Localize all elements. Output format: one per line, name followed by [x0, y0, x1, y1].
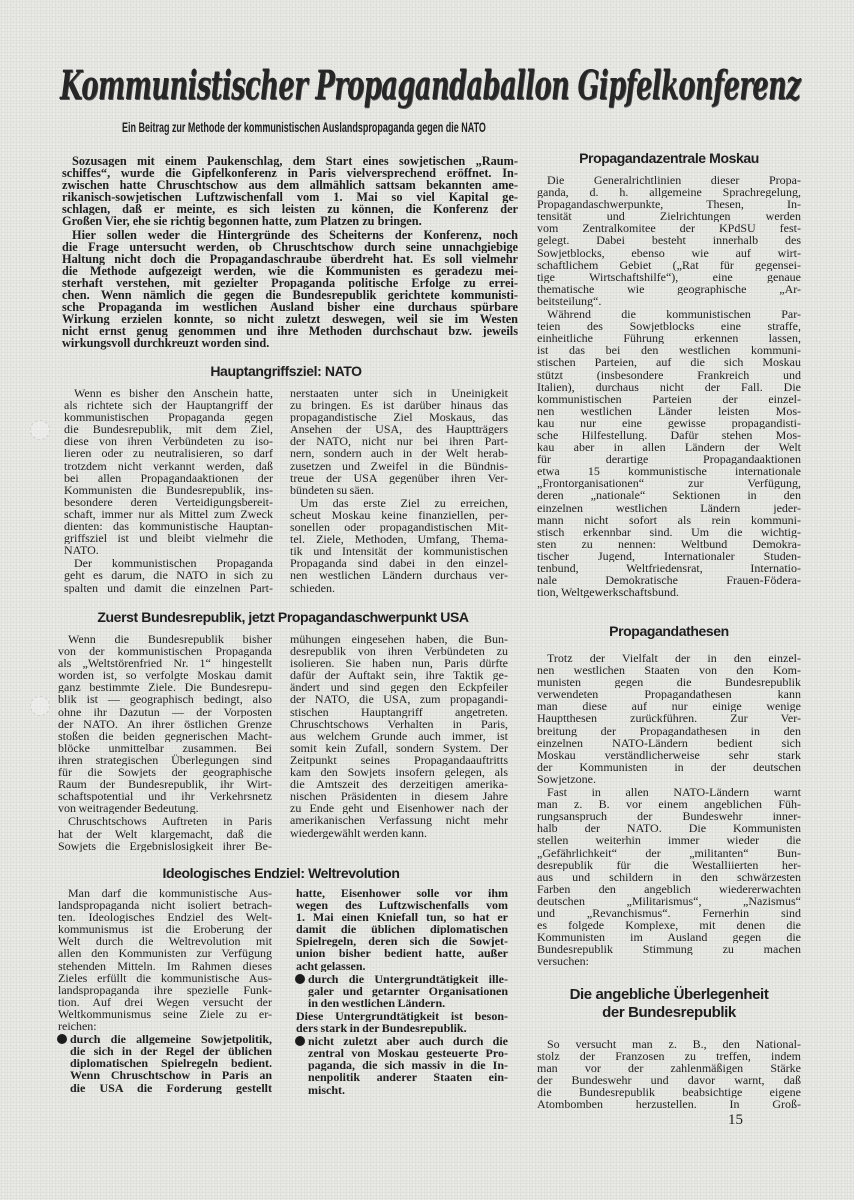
text-line: desrepublik von ihren Verbündeten zu — [290, 645, 508, 658]
paragraph — [537, 308, 801, 598]
text-line: durch die Untergrundtätigkeit ille- — [308, 972, 508, 985]
text-line: die sich in der Regel der üblichen — [70, 1045, 272, 1058]
text-line: Chruschtschows Auftreten in Paris — [68, 815, 272, 828]
text-line: union bisher bedient hatte, außer — [296, 947, 508, 960]
text-line: es folgede Komplexe, mit denen die — [537, 919, 801, 932]
text-line: Italien), durchaus nicht der Fall. Die — [537, 380, 801, 393]
section-heading-propagandathesen: Propagandathesen — [609, 623, 729, 639]
text-line: einheitliche Führung erkennen lassen, — [537, 332, 801, 345]
text-line: propagandistische Ziel Moskaus, das — [290, 411, 508, 424]
text-line: mann nicht sofort als rein kommuni- — [537, 513, 801, 526]
text-line: nenpolitik anderer Staaten ein- — [308, 1071, 508, 1084]
text-line: griffsziel ist und bleibt vielmehr die — [64, 532, 273, 545]
text-line: somit kein Zufall, sondern System. Der — [290, 741, 508, 754]
heading-line: der Bundesrepublik — [602, 1004, 736, 1021]
text-line: sten zu nennen: Weltbund Demokra- — [537, 537, 801, 550]
text-line: als „Weltstörenfried Nr. 1“ hingestellt — [58, 657, 272, 670]
text-line: stellen weiterhin immer wieder die — [537, 834, 801, 847]
text-line: zwischen hatte Chruschtschow aus dem allmählich sattsam bekannten ame- — [62, 179, 518, 192]
text-line: schieden. — [290, 581, 335, 594]
paragraph — [296, 887, 508, 972]
text-line: teien des Sowjetblocks eine straffe, — [537, 320, 801, 333]
text-line: die Amtszeit des derzeitigen amerika- — [290, 778, 508, 791]
text-line: kommunistischen Propaganda gegen — [64, 411, 273, 424]
text-line: vom Zentralkomitee der KPdSU fest- — [537, 222, 801, 235]
text-line: deutschen „Militarismus“, „Nazismus“ — [537, 894, 801, 907]
text-line: Hauptthesen zurückführen. Zur Ver- — [537, 712, 801, 725]
text-line: zu bringen. Es ist darüber hinaus das — [290, 399, 508, 412]
text-line: tige Wirtschaftshilfe“), eine genaue — [537, 270, 801, 283]
text-line: sche Propaganda im westlichen Ausland bisher eine durchaus spürbare — [62, 301, 518, 314]
text-line: nale Demokratische Frauen-Födera- — [537, 574, 801, 587]
text-line: Wirkung erzielen konnte, so nicht zuletzt deswegen, weil sie im Westen — [62, 313, 518, 326]
zuerst-column-right — [290, 632, 508, 839]
text-line: „Gefährlichkeit“ der „militanten“ Bun- — [537, 846, 801, 859]
paragraph — [58, 633, 272, 814]
text-line: schaftspotential und ihr Verkehrsnetz — [58, 790, 272, 803]
paragraph — [537, 652, 801, 785]
text-line: der Bundeswehr und davor warnt, daß — [537, 1074, 801, 1087]
text-line: ändert und sind gegen den Eckpfeiler — [290, 681, 508, 694]
article-subtitle: Ein Beitrag zur Methode der kommunistischen Auslandspropaganda gegen die NATO — [122, 119, 486, 135]
text-line: die Bundesrepublik beabsichtige eigene — [537, 1086, 801, 1099]
text-line: Weltkommunismus seine Ziele zu er- — [58, 1007, 272, 1021]
text-line: blik ist — geographisch bedingt, also — [58, 693, 272, 706]
text-line: isolieren. Sie haben nun, Paris dürfte — [290, 657, 508, 670]
text-line: ders stark in der Bundesrepublik. — [296, 1022, 467, 1035]
text-line: kommunistischen Parteien der einzel- — [537, 392, 801, 405]
intro-text — [62, 154, 518, 350]
text-line: dafür der Auftakt sein, ihre Taktik ge- — [290, 669, 508, 682]
text-line: munisten gegen die Bundesrepublik — [537, 676, 801, 689]
text-line: Diese Untergrundtätigkeit ist beson- — [296, 1009, 508, 1023]
text-line: sche Hilfestellung. Dafür stehen Mos- — [537, 428, 801, 442]
text-line: man z. B. vor einem angeblichen Füh- — [537, 798, 801, 811]
text-line: die Methode aufgezeigt werden, wie die Kommunisten es geradezu mei- — [62, 264, 518, 277]
text-line: 1. Mai einen Kniefall tun, so hat er — [296, 911, 508, 924]
paragraph — [58, 815, 272, 851]
text-line: blöcke unmittelbar zusammen. Bei — [58, 741, 272, 754]
text-line: Propagandaschwerpunkte, Thesen, In- — [537, 198, 801, 211]
text-line: mühungen eingesehen haben, die Bun- — [290, 633, 508, 646]
text-line: acht gelassen. — [296, 959, 366, 972]
text-line: Hier sollen weder die Hintergründe des Scheiterns der Konferenz, noch — [72, 228, 518, 241]
text-line: kommunismus ist die Eroberung der — [58, 923, 272, 936]
text-line: Um das erste Ziel zu erreichen, — [300, 496, 508, 509]
text-line: von der kommunistischen Propaganda — [58, 645, 272, 658]
section-heading-ideologisches-endziel: Ideologisches Endziel: Weltrevolution — [162, 865, 400, 881]
text-line: schaft, immer nur als Mittel zum Zweck — [64, 507, 273, 521]
text-line: Kommunisten im Ausland gegen die — [537, 931, 801, 944]
text-line: ganda, d. h. allgemeine Sprachregelung, — [537, 186, 801, 199]
section-heading-ueberlegenheit — [537, 986, 801, 1022]
text-line: amerikanischen Verfassung nicht mehr — [290, 814, 508, 827]
text-line: zusetzen und Zweifel in die Bündnis- — [290, 459, 508, 472]
bullet-item — [58, 1033, 272, 1093]
paragraph — [296, 1010, 508, 1034]
bullet-icon — [295, 974, 305, 984]
text-line: durch die allgemeine Sowjetpolitik, — [70, 1033, 272, 1046]
text-line: nen westlichen Ländern durchaus ver- — [290, 569, 508, 582]
text-line: tischer Jugend, Internationaler Studen- — [537, 549, 801, 562]
text-line: nern, sondern auch in der Welt herab- — [290, 447, 508, 460]
text-line: Spielregeln, deren sich die Sowjet- — [296, 935, 508, 948]
heading-line: Die angebliche Überlegenheit — [569, 986, 769, 1003]
section-heading-hauptangriffsziel: Hauptangriffsziel: NATO — [210, 363, 362, 379]
text-line: Moskau verständlicherweise sehr stark — [537, 748, 801, 761]
text-line: als richtete sich der Hauptangriff der — [64, 399, 273, 412]
text-line: worden ist, so verfolgte Moskau damit — [58, 669, 272, 682]
ueberlegenheit-column — [537, 1037, 801, 1111]
text-line: man diese auf nur einige wenige — [537, 700, 801, 713]
text-line: ihren strategischen Überlegungen sind — [58, 753, 272, 767]
text-line: desrepublik für die Westalliierten her- — [537, 858, 801, 871]
text-line: stisch erkennbar sind. Um die wichtig- — [537, 525, 801, 538]
text-line: tel. Ziele, Methoden, Umfang, Thema- — [290, 533, 508, 546]
text-line: Großen Vier, ehe sie richtig begonnen hatte, zum Platzen zu bringen. — [62, 215, 422, 228]
thesen-column — [537, 651, 801, 967]
paragraph — [537, 1038, 801, 1111]
text-line: Farben den angeblich wiedererwachten — [537, 882, 801, 895]
text-line: paganda, die sich massiv in die In- — [308, 1059, 508, 1072]
ideologisch-column-left — [58, 886, 272, 1094]
text-line: Fast in allen NATO-Ländern warnt — [547, 786, 801, 799]
text-line: Man darf die kommunistische Aus- — [68, 887, 272, 900]
text-line: nen westlichen Länder leisten Mos- — [537, 404, 801, 417]
paragraph — [62, 155, 518, 228]
paragraph — [537, 174, 801, 307]
text-line: Sowjets die Ergebnislosigkeit ihrer Be- — [58, 839, 272, 852]
text-line: dienten: das kommunistische Hauptan- — [64, 520, 273, 533]
text-line: tion, Weltgewerkschaftsbund. — [537, 586, 679, 599]
text-line: wiedergewählt werden kann. — [290, 826, 428, 839]
punch-hole — [30, 420, 50, 440]
text-line: kau aber in allen Ländern der Welt — [537, 441, 801, 454]
text-line: aus welchem Grunde auch immer, ist — [290, 729, 508, 742]
section-heading-zuerst-bundesrepublik: Zuerst Bundesrepublik, jetzt Propagandaschwerpunkt USA — [97, 609, 469, 625]
text-line: Raum der Bundesrepublik, ihr Wirt- — [58, 778, 272, 791]
paragraph — [537, 786, 801, 967]
text-line: treue der USA gegenüber ihren Ver- — [290, 471, 508, 484]
text-line: Wenn die Bundesrepublik bisher — [68, 633, 272, 646]
text-line: diplomatischen Spielregeln bedient. — [70, 1057, 272, 1070]
text-line: diese von ihren Verbündeten zu iso- — [64, 435, 273, 448]
text-line: bei allen Propagandaaktionen der — [64, 471, 273, 484]
text-line: Wenn es bisher den Anschein hatte, — [74, 387, 273, 400]
text-line: stützt (insbesondere Frankreich und — [537, 368, 801, 381]
text-line: hatte, Eisenhower solle vor ihm — [296, 887, 508, 900]
text-line: nicht ernst genug genommen und ihre Methoden durchschaut bzw. jeweils — [62, 325, 518, 338]
paragraph — [290, 497, 508, 594]
text-line: für die Sowjets der geographische — [58, 766, 272, 779]
text-line: Sozusagen mit einem Paukenschlag, dem Start eines sowjetischen „Raum- — [72, 155, 518, 168]
text-line: mischt. — [308, 1083, 345, 1096]
text-line: stischen Hauptangriff angetreten. — [290, 705, 508, 718]
page-number: 15 — [728, 1112, 743, 1128]
text-line: stehenden Mitteln. Im Rahmen dieses — [58, 959, 272, 972]
text-line: der NATO, die USA, zum propagandi- — [290, 693, 508, 706]
text-line: geht es darum, die NATO in sich zu — [64, 569, 273, 582]
text-line: bündeten su säen. — [290, 483, 374, 496]
text-line: in den westlichen Ländern. — [308, 996, 446, 1009]
text-line: Der kommunistischen Propaganda — [74, 557, 273, 570]
text-line: und „Revanchismus“. Fernerhin sind — [537, 906, 801, 920]
text-line: die USA die Forderung gestellt — [70, 1081, 272, 1094]
text-line: Propaganda sind dabei in den einzel- — [290, 557, 508, 570]
text-line: allen den Kommunisten zur Verfügung — [58, 947, 272, 960]
text-line: wirkungsvoll durchkreuzt worden sind. — [62, 337, 270, 350]
text-line: halb der NATO. Die Kommunisten — [537, 822, 801, 835]
bullet-item — [296, 973, 508, 1009]
text-line: schiffes“, wurde die Gipfelkonferenz in Paris vielversprechend eröffnet. In- — [62, 167, 518, 180]
text-line: besondere deren Verteidigungsbereit- — [64, 495, 273, 508]
text-line: zentral von Moskau gesteuerte Pro- — [308, 1047, 508, 1060]
text-line: trotzdem nicht verkannt werden, daß — [64, 459, 273, 472]
text-line: NATO. — [64, 544, 99, 557]
text-line: Zieles erfüllt die kommunistische Aus- — [58, 971, 272, 984]
text-line: nen westlichen Staaten von den Kom- — [537, 664, 801, 677]
bullet-item — [296, 1035, 508, 1095]
text-line: beitsteilung“. — [537, 294, 602, 308]
text-line: Welt durch die Weltrevolution mit — [58, 935, 272, 948]
text-line: rungsanspruch der Bundeswehr inner- — [537, 810, 801, 823]
text-line: tik und Intensität der kommunistischen — [290, 545, 508, 558]
text-line: der NATO. An ihrer östlichen Grenze — [58, 717, 272, 730]
text-line: der Kommunisten in der deutschen — [537, 760, 801, 773]
text-line: die Bundesrepublik, mit dem Ziel, — [64, 423, 273, 436]
text-line: So versucht man z. B., den National- — [547, 1038, 801, 1051]
text-line: Während die kommunistischen Par- — [547, 308, 801, 321]
text-line: Chruschtschows Verhalten in Paris, — [290, 717, 508, 730]
zuerst-column-left — [58, 632, 272, 852]
text-line: damit die üblichen diplomatischen — [296, 923, 508, 936]
text-line: breitung der Propagandathesen in den — [537, 724, 801, 737]
text-line: nerstaaten unter sich in Uneinigkeit — [290, 387, 508, 400]
text-line: chen. Wenn nämlich die gegen die Bundesrepublik gerichtete kommunisti- — [62, 289, 518, 302]
text-line: nischen Präsidenten in diesem Jahre — [290, 790, 508, 803]
text-line: Wenn Chruschtschow in Paris an — [70, 1069, 272, 1082]
text-line: die Frage untersucht werden, ob Chruschtschow durch seine unnachgiebige — [62, 240, 518, 253]
article-title: Kommunistischer Propagandaballon Gipfelkonferenz — [60, 62, 801, 109]
text-line: für derartige Propagandaaktionen — [537, 453, 801, 466]
moskau-column — [537, 173, 801, 598]
text-line: deren „nationale“ Sektionen in den — [537, 489, 801, 502]
text-line: schaftlichem Gebiet („Rat für gegensei- — [537, 258, 801, 271]
text-line: „Frontorganisationen“ zur Verfügung, — [537, 477, 801, 490]
text-line: sterhaft verstehen, mit gezielter Propaganda politische Erfolge zu errei- — [62, 276, 518, 290]
text-line: sonellen oder propagandistischen Mit- — [290, 521, 508, 534]
bullet-icon — [295, 1036, 305, 1046]
paragraph — [290, 387, 508, 496]
text-line: kam den Sowjets insofern gelegen, als — [290, 766, 508, 779]
text-line: stoßen die beiden gegnerischen Macht- — [58, 729, 272, 742]
text-line: versuchen: — [537, 955, 589, 968]
text-line: scheut Moskau keine finanziellen, per- — [290, 508, 508, 522]
text-line: ten. Ideologisches Endziel des Welt- — [58, 911, 272, 924]
punch-hole — [30, 696, 50, 716]
text-line: man vor der zahlenmäßigen Stärke — [537, 1062, 801, 1075]
text-line: Haltung nicht doch die Propagandaschraube überdreht hat. Es soll vielmehr — [62, 252, 518, 265]
text-line: wegen des Luftzwischenfalls vom — [296, 899, 508, 912]
paragraph — [290, 633, 508, 839]
text-line: lieren oder zu neutralisieren, so darf — [64, 447, 273, 460]
text-line: Sowjetzone. — [537, 772, 596, 786]
text-line: landspropaganda nicht isoliert betrach- — [58, 899, 272, 912]
text-line: Die Generalrichtlinien dieser Propa- — [547, 174, 801, 187]
text-line: aus und schildern in den schwärzesten — [537, 870, 801, 883]
text-line: ganz bestimmte Ziele. Die Bundesrepu- — [58, 681, 272, 694]
text-line: gelegt. Dabei besteht innerhalb des — [537, 234, 801, 247]
text-line: stischen Parteien, auf die sich Moskau — [537, 356, 801, 369]
text-line: verwendeten Propagandathesen kann — [537, 688, 801, 701]
text-line: nicht zuletzt aber auch durch die — [308, 1035, 508, 1048]
text-line: thematische wie geographische „Ar- — [537, 282, 801, 295]
text-line: galer und getarnter Organisationen — [308, 984, 508, 997]
text-line: Zeitpunkt seines Propagandaauftritts — [290, 753, 508, 767]
section-heading-propagandazentrale-moskau: Propagandazentrale Moskau — [579, 150, 759, 166]
text-line: Atombomben herzustellen. In Groß- — [537, 1098, 801, 1111]
text-line: schlagen, daß er meinte, es sich leisten zu können, die Konferenz der — [62, 203, 518, 216]
paragraph — [64, 557, 273, 593]
text-line: Ansehen der USA, des Hauptträgers — [290, 423, 508, 436]
text-line: einzelnen westlichen Ländern jeder- — [537, 501, 801, 514]
text-line: der NATO, nicht nur bei ihren Part- — [290, 435, 508, 448]
text-line: ohne ihr Dazutun — der Vorposten — [58, 705, 272, 718]
text-line: Trotz der Vielfalt der in den einzel- — [547, 652, 801, 665]
text-line: Sowjetblocks, ebenso wie auf wirt- — [537, 246, 801, 259]
text-line: Bundesrepublik Stimmung zu machen — [537, 943, 801, 956]
hauptangriff-column-left — [64, 386, 273, 594]
hauptangriff-column-right — [290, 386, 508, 594]
paragraph — [64, 387, 273, 556]
text-line: tenbund, Weltfriedensrat, Internatio- — [537, 562, 801, 575]
text-line: spalten und damit die einzelnen Part- — [64, 581, 273, 594]
text-line: Kommunisten die Bundesrepublik, ins- — [64, 483, 273, 496]
text-line: ist das bei den westlichen kommuni- — [537, 344, 801, 357]
bullet-icon — [57, 1034, 67, 1044]
text-line: reichen: — [58, 1020, 97, 1033]
text-line: hat der Welt klargemacht, daß die — [58, 827, 272, 840]
text-line: kau nur eine gewisse propagandisti- — [537, 416, 801, 429]
text-line: rikanisch-sowjetischen Luftzwischenfall vom 1. Mai so viel Kapital ge- — [62, 191, 518, 204]
paragraph — [62, 229, 518, 350]
text-line: stolz der Franzosen zu treffen, indem — [537, 1050, 801, 1063]
paragraph — [58, 887, 272, 1032]
text-line: tensität und Zielrichtungen werden — [537, 210, 801, 223]
text-line: etwa 15 kommunistische internationale — [537, 465, 801, 478]
text-line: tion. Auf drei Wegen versucht der — [58, 995, 272, 1008]
text-line: einzelnen NATO-Ländern bedient sich — [537, 736, 801, 749]
text-line: von weitragender Bedeutung. — [58, 802, 199, 815]
ideologisch-column-right — [296, 886, 508, 1096]
text-line: zu Ende geht und Eisenhower nach der — [290, 802, 508, 815]
text-line: landspropaganda ihre spezielle Funk- — [58, 983, 272, 996]
